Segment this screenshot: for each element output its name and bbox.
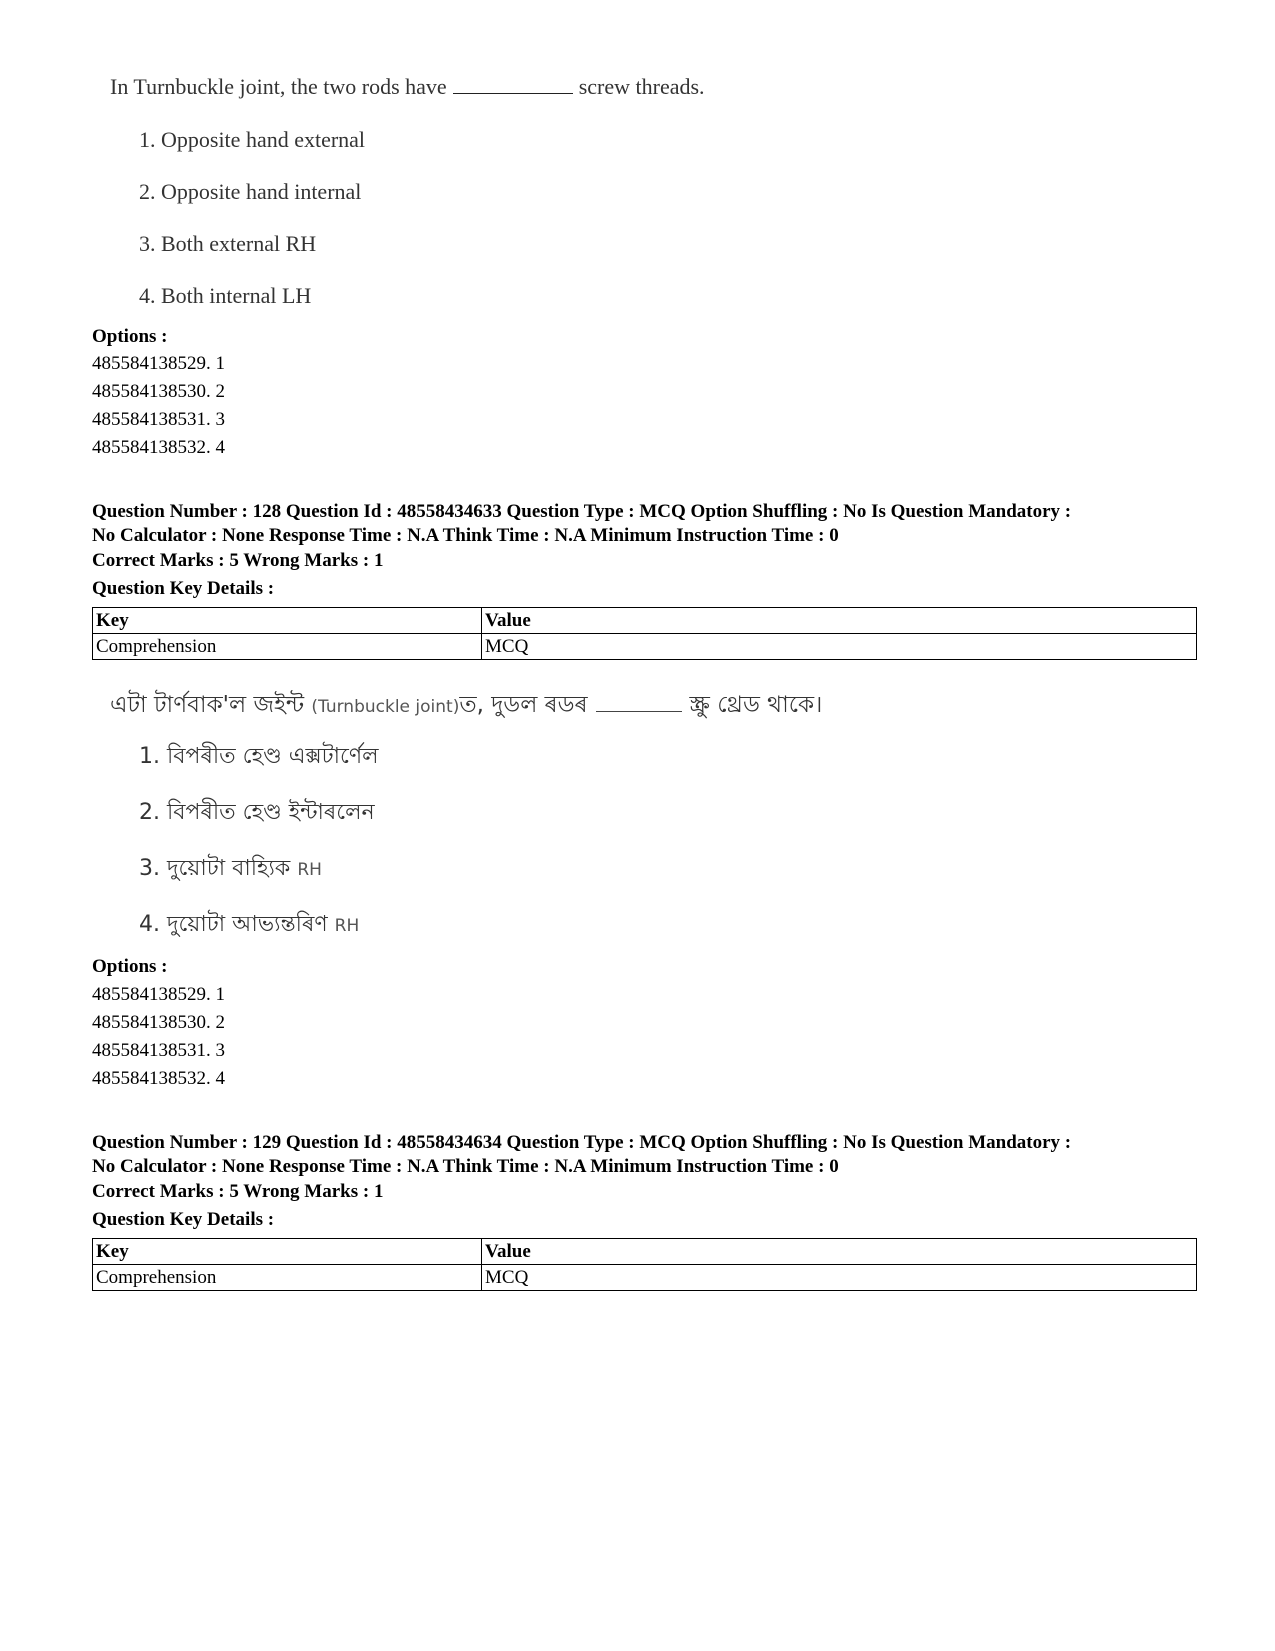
- answer-blank: [596, 693, 682, 712]
- marks-text: Correct Marks : 5 Wrong Marks : 1: [92, 550, 384, 571]
- table-cell: MCQ: [482, 1265, 1197, 1291]
- option-id: 485584138529. 1: [92, 353, 225, 374]
- option-id: 485584138532. 4: [92, 1068, 225, 1089]
- table-cell: Comprehension: [93, 634, 482, 660]
- table-header-cell: Value: [482, 1239, 1197, 1265]
- option-id: 485584138530. 2: [92, 381, 225, 402]
- table-header-row: [93, 1239, 1197, 1265]
- choice-text: 1. বিপৰীত হেণ্ড এক্সটাৰ্ণেল: [139, 744, 379, 769]
- question-meta-line: Question Number : 128 Question Id : 48558434633 Question Type : MCQ Option Shuffling : No Is Question Mandatory :: [92, 501, 1072, 522]
- table-row: [93, 634, 1197, 660]
- options-label: Options :: [92, 326, 168, 347]
- table-header-cell: Key: [93, 608, 482, 634]
- choice-item: 3. Both external RH: [139, 231, 317, 256]
- option-id: 485584138531. 3: [92, 409, 225, 430]
- choice-item: 4. Both internal LH: [139, 283, 312, 308]
- option-id: 485584138532. 4: [92, 437, 225, 458]
- question-meta: [92, 500, 1202, 548]
- question-text-part: এটা টাৰ্ণবাক'ল জইন্ট: [110, 692, 305, 718]
- question-text: [110, 74, 705, 100]
- option-id: 485584138531. 3: [92, 1040, 225, 1061]
- question-text-part: In Turnbuckle joint, the two rods have: [110, 74, 447, 99]
- option-id: 485584138530. 2: [92, 1012, 225, 1033]
- answer-blank: [453, 75, 573, 94]
- choice-text: 3. দুয়োটা বাহ্যিক: [139, 856, 291, 881]
- question-text-part: স্ক্ৰু থ্ৰেড থাকে।: [689, 692, 823, 718]
- question-meta-line: No Calculator : None Response Time : N.A Think Time : N.A Minimum Instruction Time : 0: [92, 525, 839, 546]
- table-header-cell: Key: [93, 1239, 482, 1265]
- key-details-table: [92, 607, 1197, 660]
- question-text-part: (Turnbuckle joint): [311, 697, 460, 717]
- choice-suffix: RH: [297, 860, 322, 880]
- choice-item: 2. Opposite hand internal: [139, 179, 362, 204]
- choice-item: [139, 739, 379, 776]
- table-cell: Comprehension: [93, 1265, 482, 1291]
- options-label: Options :: [92, 956, 168, 977]
- table-header-cell: Value: [482, 608, 1197, 634]
- option-id: 485584138529. 1: [92, 984, 225, 1005]
- question-meta-line: Question Number : 129 Question Id : 48558434634 Question Type : MCQ Option Shuffling : No Is Question Mandatory :: [92, 1132, 1072, 1153]
- choice-item: [139, 795, 375, 832]
- key-details-label: Question Key Details :: [92, 578, 275, 599]
- question-meta-line: No Calculator : None Response Time : N.A Think Time : N.A Minimum Instruction Time : 0: [92, 1156, 839, 1177]
- table-row: [93, 1265, 1197, 1291]
- table-cell: MCQ: [482, 634, 1197, 660]
- question-text: [110, 686, 822, 725]
- table-header-row: [93, 608, 1197, 634]
- question-text-part: ত, দুডল ৰডৰ: [459, 692, 588, 718]
- choice-text: 2. বিপৰীত হেণ্ড ইন্টাৰলেন: [139, 800, 375, 825]
- marks-text: Correct Marks : 5 Wrong Marks : 1: [92, 1181, 384, 1202]
- question-text-part: screw threads.: [578, 74, 705, 99]
- choice-suffix: RH: [334, 916, 360, 936]
- key-details-label: Question Key Details :: [92, 1209, 275, 1230]
- question-meta: [92, 1131, 1202, 1179]
- choice-item: [139, 907, 359, 944]
- choice-text: 4. দুয়োটা আভ্যন্তৰিণ: [139, 912, 328, 937]
- choice-item: [139, 851, 322, 888]
- choice-item: 1. Opposite hand external: [139, 127, 366, 152]
- key-details-table: [92, 1238, 1197, 1291]
